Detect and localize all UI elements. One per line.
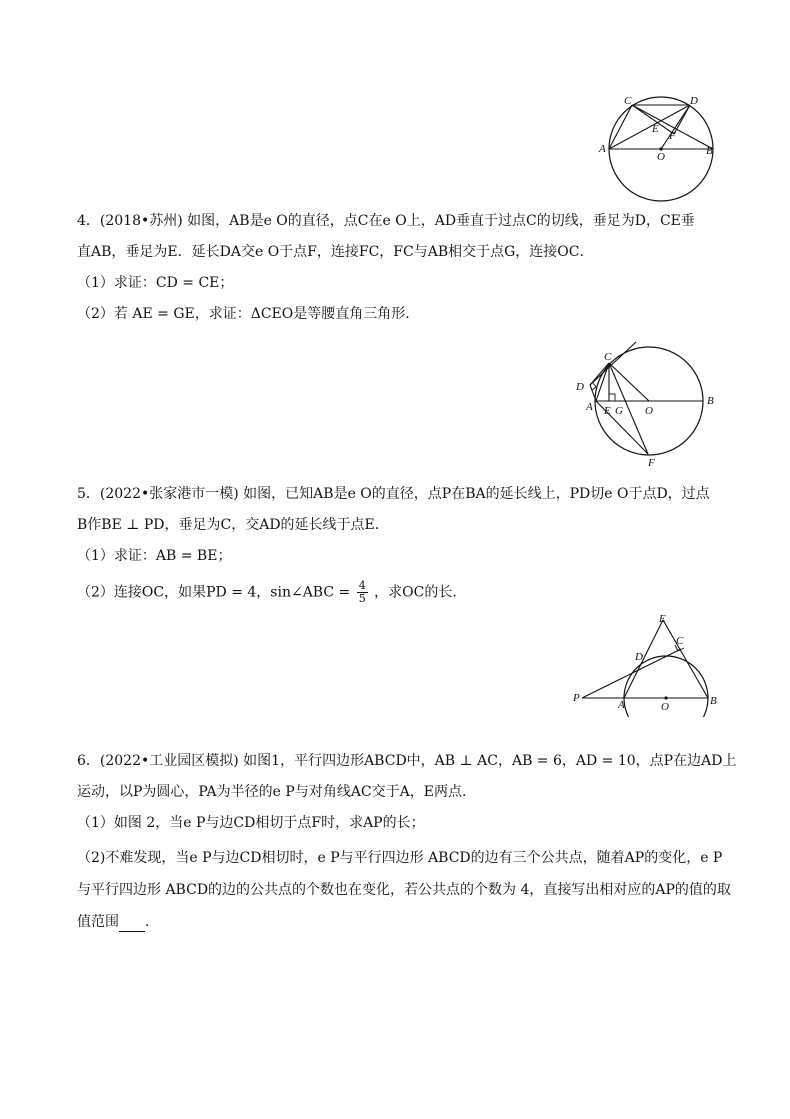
label-C: C — [676, 635, 684, 647]
q5-line-1: 5．(2022•张家港市一模) 如图，已知AB是e O的直径，点P在BA的延长线上，PD切e O于点D，过点 — [77, 486, 710, 502]
label-O: O — [645, 405, 653, 417]
label-B: B — [706, 145, 713, 157]
q6-line-5: 与平行四边形 ABCD的边的公共点的个数也在变化，若公共点的个数为 4，直接写出相对应的AP的值的取 — [77, 882, 731, 898]
q5-line-4 — [77, 580, 457, 605]
answer-blank — [119, 917, 145, 932]
q6-line-4: （2)不难发现，当e P与边CD相切时，e P与平行四边形 ABCD的边有三个公共点，随着AP的变化，e P — [77, 850, 723, 866]
q6-line-1: 6．(2022•工业园区模拟) 如图1，平行四边形ABCD中，AB ⊥ AC，AB = 6，AD = 10，点P在边AD上 — [77, 753, 737, 769]
q4-line-3: （1）求证：CD = CE； — [77, 275, 234, 291]
q6-line-3: （1）如图 2，当e P与边CD相切于点F时，求AP的长； — [77, 815, 425, 831]
label-F: F — [669, 130, 676, 142]
figure-tangent-circle — [568, 338, 728, 470]
label-A: A — [618, 699, 625, 711]
fraction-4-5 — [357, 580, 368, 605]
label-D: D — [635, 651, 643, 663]
label-B: B — [707, 395, 714, 407]
q5-line-4-text: （2）连接OC，如果PD = 4，sin∠ABC = — [77, 584, 351, 601]
fraction-numerator: 4 — [358, 579, 366, 592]
label-E: E — [652, 123, 659, 135]
label-A: A — [599, 143, 606, 155]
q5-line-3: （1）求证：AB = BE； — [77, 548, 232, 564]
label-B: B — [710, 695, 717, 707]
fraction-denominator: 5 — [358, 592, 366, 605]
q4-line-4: （2）若 AE = GE，求证：ΔCEO是等腰直角三角形. — [77, 306, 410, 322]
label-F: F — [648, 457, 655, 469]
q5-line-2: B作BE ⊥ PD，垂足为C，交AD的延长线于点E． — [77, 517, 389, 533]
label-E: E — [604, 405, 611, 417]
label-D: D — [576, 381, 584, 393]
label-G: G — [615, 405, 623, 417]
q4-line-1: 4．(2018•苏州) 如图，AB是e O的直径，点C在e O上，AD垂直于过点C的切线，垂足为D，CE垂 — [77, 213, 695, 229]
q4-line-2: 直AB，垂足为E．延长DA交e O于点F，连接FC，FC与AB相交于点G，连接OC． — [77, 244, 594, 260]
label-P: P — [573, 692, 580, 704]
figure-secant-circle — [568, 612, 728, 717]
label-O: O — [657, 151, 665, 163]
q6-line-6-text: 值范围 — [77, 914, 119, 930]
label-A: A — [586, 401, 593, 413]
label-C: C — [604, 351, 612, 363]
q5-line-4-end: ，求OC的长. — [374, 584, 457, 601]
label-O: O — [661, 701, 669, 713]
q6-line-2: 运动，以P为圆心，PA为半径的e P与对角线AC交于A，E两点. — [77, 784, 467, 800]
figure-circle-chords — [596, 92, 726, 202]
q6-line-6-end: ． — [145, 914, 159, 930]
label-E: E — [659, 613, 666, 625]
label-D: D — [690, 95, 698, 107]
q6-line-6 — [77, 912, 159, 932]
label-C: C — [624, 95, 632, 107]
